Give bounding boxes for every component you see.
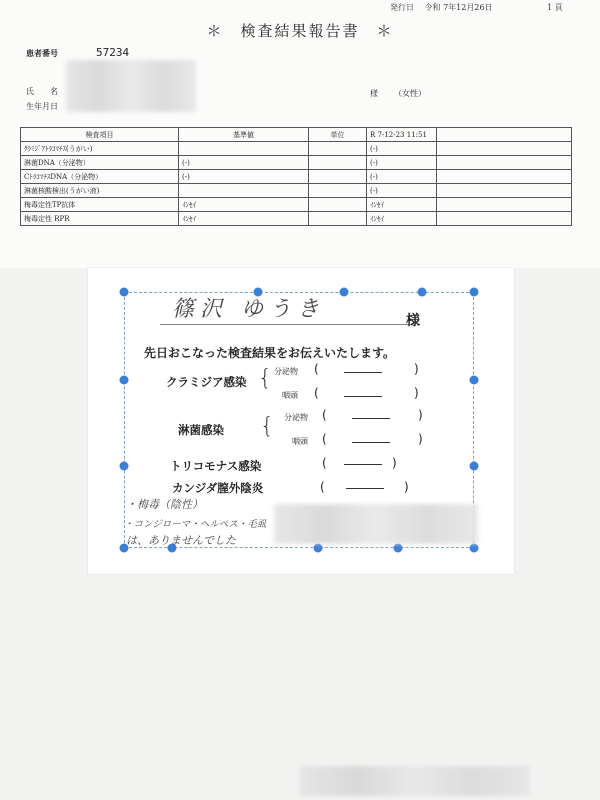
page-number: 1 頁 xyxy=(547,3,563,12)
cell-item: 梅毒定性 RPR xyxy=(21,212,179,226)
close-paren: ) xyxy=(418,432,423,446)
negative-mark xyxy=(344,464,382,465)
header-date: R 7-12-23 11:51 xyxy=(367,128,437,142)
trichomonas-label: トリコモナス感染 xyxy=(170,459,262,473)
negative-mark xyxy=(344,372,382,373)
note-others: ・コンジローマ・ヘルペス・毛虱 xyxy=(124,519,267,530)
negative-mark xyxy=(344,396,382,397)
honorific: 様 xyxy=(370,89,378,98)
brace-icon: { xyxy=(258,366,272,391)
cell-result: (-) xyxy=(367,170,437,184)
issue-line xyxy=(390,2,571,13)
table-row xyxy=(21,198,572,212)
close-paren: ) xyxy=(418,408,423,422)
cell-item: 淋菌DNA（分泌物） xyxy=(21,156,179,170)
frame-handle xyxy=(470,544,479,553)
frame-handle xyxy=(120,376,129,385)
secretion-label: 分泌物 xyxy=(284,413,308,422)
cell-unit xyxy=(309,184,367,198)
frame-handle xyxy=(120,462,129,471)
header-unit: 単位 xyxy=(309,128,367,142)
brace-icon: { xyxy=(260,414,274,439)
report-sheet xyxy=(0,0,600,268)
open-paren: ( xyxy=(320,480,325,494)
header-item: 検査項目 xyxy=(21,128,179,142)
negative-mark xyxy=(352,418,390,419)
frame-handle xyxy=(470,462,479,471)
table-header xyxy=(21,128,572,142)
candida-label: カンジダ膣外陰炎 xyxy=(172,481,264,495)
frame-handle xyxy=(394,544,403,553)
close-paren: ) xyxy=(404,480,409,494)
negative-mark xyxy=(346,488,384,489)
redacted-block xyxy=(66,60,196,112)
table-row xyxy=(21,184,572,198)
cell-unit xyxy=(309,170,367,184)
redacted-block xyxy=(274,504,478,544)
cell-result: ｲﾝｾｲ xyxy=(367,212,437,226)
note-none: は、ありませんでした xyxy=(126,534,236,547)
redacted-block xyxy=(300,766,530,796)
table-row xyxy=(21,142,572,156)
throat-label: 咽頭 xyxy=(292,437,308,446)
table-row xyxy=(21,212,572,226)
cell-unit xyxy=(309,198,367,212)
cell-result: ｲﾝｾｲ xyxy=(367,198,437,212)
cell-unit xyxy=(309,156,367,170)
frame-handle xyxy=(418,288,427,297)
issue-date: 令和 7年12月26日 xyxy=(424,3,493,12)
throat-label: 咽頭 xyxy=(282,391,298,400)
dob-label: 生年月日 xyxy=(26,102,58,111)
gender: （女性） xyxy=(394,89,426,98)
cell-item: ｸﾗﾐｼﾞｱﾄﾗｺﾏﾁｽ(うがい) xyxy=(21,142,179,156)
cell-unit xyxy=(309,212,367,226)
close-paren: ) xyxy=(414,362,419,376)
cell-item: CﾄﾗｺﾏﾁｽDNA（分泌物） xyxy=(21,170,179,184)
cell-reference: ｲﾝｾｲ xyxy=(179,212,309,226)
frame-handle xyxy=(314,544,323,553)
chlamydia-label: クラミジア感染 xyxy=(166,375,247,389)
frame-handle xyxy=(470,288,479,297)
frame-handle xyxy=(470,376,479,385)
cell-reference: (-) xyxy=(179,156,309,170)
close-paren: ) xyxy=(392,456,397,470)
secretion-label: 分泌物 xyxy=(274,367,298,376)
cell-result: (-) xyxy=(367,142,437,156)
open-paren: ( xyxy=(314,386,319,400)
cell-result: (-) xyxy=(367,184,437,198)
patient-id-label: 患者番号 xyxy=(26,49,58,58)
patient-id: 57234 xyxy=(96,46,130,59)
results-table xyxy=(20,127,572,226)
intro-text: 先日おこなった検査結果をお伝えいたします。 xyxy=(144,346,396,360)
report-title: ＊ 検査結果報告書 ＊ xyxy=(206,22,394,40)
open-paren: ( xyxy=(322,432,327,446)
card-honorific: 様 xyxy=(406,313,420,329)
table-row xyxy=(21,156,572,170)
header-reference: 基準値 xyxy=(179,128,309,142)
table-row xyxy=(21,170,572,184)
note-syphilis: ・梅毒（陰性） xyxy=(126,498,203,511)
cell-reference xyxy=(179,142,309,156)
cell-unit xyxy=(309,142,367,156)
cell-item: 梅毒定性TP抗体 xyxy=(21,198,179,212)
cell-result: (-) xyxy=(367,156,437,170)
frame-handle xyxy=(120,288,129,297)
cell-reference xyxy=(179,184,309,198)
name-label: 氏 名 xyxy=(26,87,58,96)
close-paren: ) xyxy=(414,386,419,400)
patient-name-handwritten: 篠沢 ゆうき xyxy=(172,297,325,322)
open-paren: ( xyxy=(314,362,319,376)
cell-reference: (-) xyxy=(179,170,309,184)
cell-item: 淋菌核酸検出(うがい液) xyxy=(21,184,179,198)
cell-reference: ｲﾝｾｲ xyxy=(179,198,309,212)
open-paren: ( xyxy=(322,456,327,470)
negative-mark xyxy=(352,442,390,443)
result-card xyxy=(88,268,514,574)
name-underline xyxy=(160,324,410,325)
issue-label: 発行日 xyxy=(390,3,414,12)
header-empty xyxy=(437,128,572,142)
gonorrhea-label: 淋菌感染 xyxy=(178,423,224,437)
frame-handle xyxy=(340,288,349,297)
open-paren: ( xyxy=(322,408,327,422)
